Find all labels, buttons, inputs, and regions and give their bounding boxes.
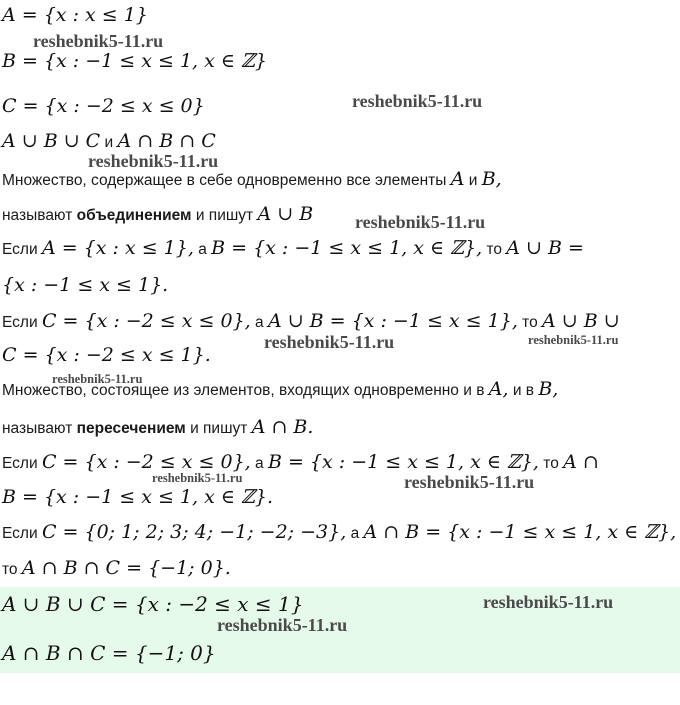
inter-ex1-c: C = {x : −2 ≤ x ≤ 0}, [41,451,251,473]
answer-intersection: A ∩ B ∩ C = {−1; 0} [2,641,216,665]
union-ex2-then: то [522,314,538,331]
union-ex2-ab: A ∪ B = {x : −1 ≤ x ≤ 1}, [267,310,518,332]
watermark: reshebnik5-11.ru [483,592,614,612]
union-ex1-a: A = {x : x ≤ 1}, [41,237,194,259]
set-c-formula: C = {x : −2 ≤ x ≤ 0} [2,95,205,117]
union-ex2-and: а [255,314,264,331]
watermark: reshebnik5-11.ru [528,333,619,347]
union-ex2-c: C = {x : −2 ≤ x ≤ 0}, [41,310,251,332]
inter-ex1-and: а [255,455,264,472]
union-ex2-if: Если [2,314,38,331]
inter-ex2-result: A ∩ B ∩ C = {−1; 0}. [21,557,231,579]
union-ex2-result-start: A ∪ B ∪ [542,310,620,332]
union-theory-pre: называют [2,207,73,224]
union-theory-text: Множество, содержащее в себе одновременно все элементы [2,172,447,189]
watermark: reshebnik5-11.ru [217,615,348,635]
inter-ex1-then: то [543,455,559,472]
intersection-term: пересечением [76,420,186,437]
intersection-theory-a: A, [488,378,509,400]
union-ex1-if: Если [2,241,38,258]
union-theory-expr: A ∪ B [257,203,314,225]
watermark: reshebnik5-11.ru [355,212,486,232]
inter-ex1-result-end: B = {x : −1 ≤ x ≤ 1, x ∈ ℤ}. [2,486,273,508]
inter-ex2-c: C = {0; 1; 2; 3; 4; −1; −2; −3}, [41,521,347,543]
union-example1-line2 [2,274,168,298]
union-ex1-result-end: {x : −1 ≤ x ≤ 1}. [2,274,169,296]
inter-ex2-and: а [350,525,360,542]
inter-ex2-ab: A ∩ B = {x : −1 ≤ x ≤ 1, x ∈ ℤ}, [363,521,677,543]
answer-intersection-line [2,642,216,667]
watermark: reshebnik5-11.ru [352,91,483,111]
task-conj: и [104,134,114,151]
union-term: объединением [76,207,192,224]
set-a-definition [2,4,148,28]
union-theory-post: и пишут [195,207,254,224]
watermark: reshebnik5-11.ru [33,31,164,51]
union-example2-line1 [2,310,620,334]
union-ex1-and: а [198,241,207,258]
watermark: reshebnik5-11.ru [152,471,243,485]
watermark: reshebnik5-11.ru [88,151,219,171]
inter-ex1-result-start: A ∩ [563,451,599,473]
answer-union: A ∪ B ∪ C = {x : −2 ≤ x ≤ 1} [2,592,304,616]
watermark: reshebnik5-11.ru [52,372,143,386]
intersection-theory-text: Множество, состоящее из элементов, входящих одновременно и в [2,382,485,399]
set-b-definition [2,50,267,74]
watermark: reshebnik5-11.ru [404,472,535,492]
union-ex1-result-start: A ∪ B = [506,237,584,259]
task-expr-intersection: A ∩ B ∩ C [117,130,216,152]
set-c-definition [2,95,205,119]
union-example1-line1 [2,237,584,261]
intersection-example1-line2 [2,486,273,510]
task-expr-union: A ∪ B ∪ C [2,130,101,152]
inter-ex1-b: B = {x : −1 ≤ x ≤ 1, x ∈ ℤ}, [267,451,539,473]
union-theory-conj: и [468,172,478,189]
inter-ex2-if: Если [2,525,38,542]
intersection-example2-line1 [2,521,676,545]
union-ex1-b: B = {x : −1 ≤ x ≤ 1, x ∈ ℤ}, [211,237,483,259]
union-theory-b: B, [481,168,502,190]
intersection-theory-expr: A ∩ B. [251,416,314,438]
union-theory-line1 [2,168,502,192]
union-theory-line2 [2,203,313,227]
set-b-formula: B = {x : −1 ≤ x ≤ 1, x ∈ ℤ} [2,50,267,72]
intersection-theory-post: и пишут [190,420,248,437]
intersection-example2-line2 [2,557,231,581]
union-theory-a: A [450,168,465,190]
intersection-theory-b: B, [538,378,559,400]
union-ex2-result-end: C = {x : −2 ≤ x ≤ 1}. [2,344,211,366]
set-a-formula: A = {x : x ≤ 1} [2,4,148,26]
inter-ex2-then: то [2,561,18,578]
intersection-theory-mid: и в [512,382,535,399]
union-example2-line2 [2,344,211,368]
intersection-theory-pre: называют [2,420,73,437]
union-ex1-then: то [486,241,502,258]
inter-ex1-if: Если [2,455,38,472]
watermark: reshebnik5-11.ru [264,332,395,352]
intersection-theory-line2 [2,416,313,440]
